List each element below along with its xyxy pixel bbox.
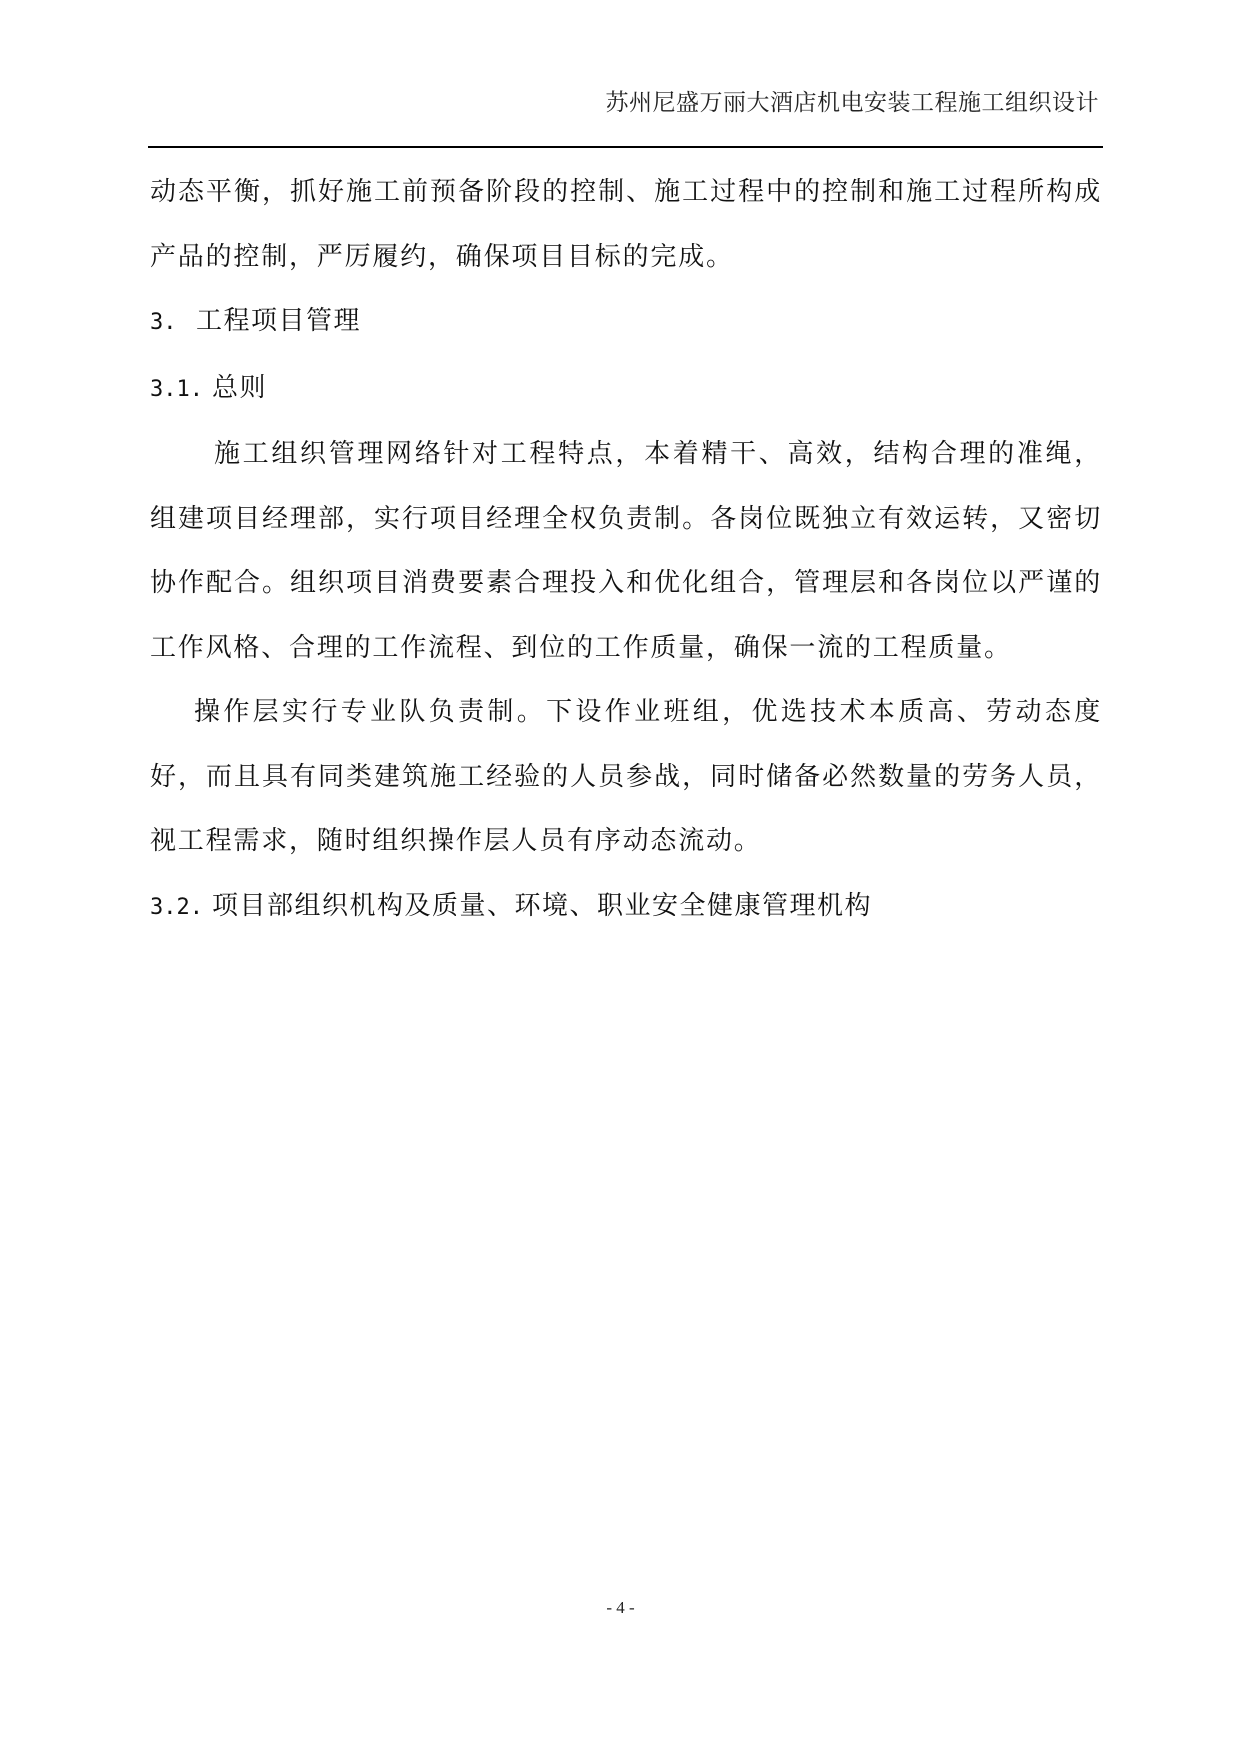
header-title: 苏州尼盛万丽大酒店机电安装工程施工组织设计 — [605, 90, 1099, 116]
section-heading-3 — [150, 289, 1102, 356]
section-heading-3-1 — [150, 356, 1102, 423]
continuation-paragraph: 动态平衡，抓好施工前预备阶段的控制、施工过程中的控制和施工过程所构成产品的控制，严厉履约，确保项目目标的完成。 — [150, 177, 1102, 272]
section-title: 工程项目管理 — [196, 306, 362, 336]
body-paragraph: 施工组织管理网络针对工程特点，本着精干、高效，结构合理的准绳，组建项目经理部，实行项目经理全权负责制。各岗位既独立有效运转，又密切协作配合。组织项目消费要素合理投入和优化组合，管理层和各岗位以严谨的工作风格、合理的工作流程、到位的工作质量，确保一流的工程质量。 — [150, 439, 1102, 663]
section-number: 3. — [150, 310, 177, 335]
section-title: 总则 — [212, 372, 268, 403]
section-number: 3.1. — [150, 376, 203, 402]
page-header — [148, 88, 1103, 148]
section-heading-3-2 — [150, 874, 1102, 941]
body-paragraph: 操作层实行专业队负责制。下设作业班组，优选技术本质高、劳动态度好，而且具有同类建筑施工经验的人员参战，同时储备必然数量的劳务人员，视工程需求，随时组织操作层人员有序动态流动。 — [150, 697, 1102, 856]
section-title: 项目部组织机构及质量、环境、职业安全健康管理机构 — [212, 890, 873, 921]
section-number: 3.2. — [150, 894, 203, 920]
document-body — [150, 160, 1102, 940]
page-number: - 4 - — [606, 1598, 635, 1617]
